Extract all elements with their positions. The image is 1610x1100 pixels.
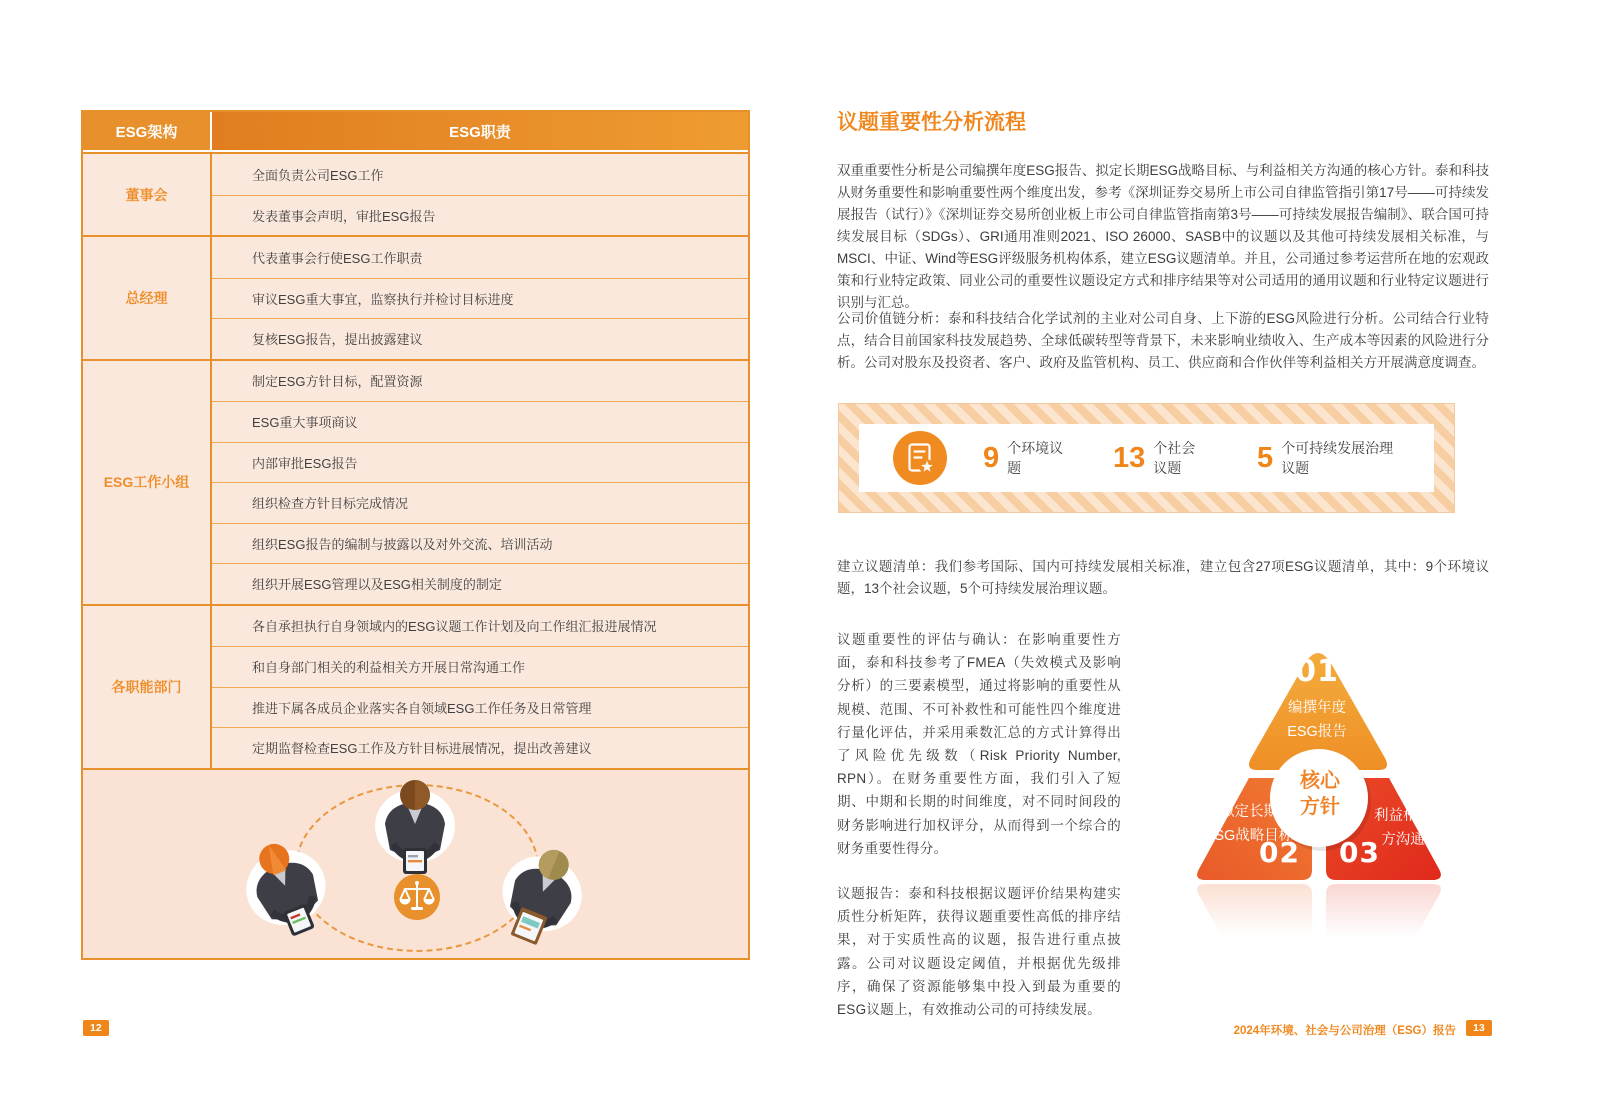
reflection-fade [1152, 884, 1482, 950]
stat-label: 个环境议题 [1007, 440, 1064, 476]
label-line: 方沟通 [1381, 832, 1425, 848]
table-header-duties: ESG职责 [212, 112, 748, 150]
stat-value: 9 [983, 441, 1000, 474]
core-policy-label [1270, 768, 1370, 820]
triangle-step1-number: 01 [1295, 654, 1339, 689]
table-row: 制定ESG方针目标，配置资源 [212, 361, 748, 402]
page-number-left: 12 [83, 1020, 109, 1036]
group-label: ESG工作小组 [83, 361, 212, 604]
paragraph-topic-list: 建立议题清单：我们参考国际、国内可持续发展相关标准，建立包含27项ESG议题清单，其中：9个环境议题，13个社会议题，5个可持续发展治理议题。 [837, 559, 1489, 596]
core-line: 核心 [1300, 770, 1340, 792]
stat-label: 个可持续发展治理议题 [1281, 440, 1394, 476]
stat-social [1113, 438, 1209, 478]
page-number-right: 13 [1466, 1020, 1492, 1036]
topic-stats-panel [859, 424, 1434, 492]
table-group-gm [83, 235, 748, 359]
paragraph-value-chain: 公司价值链分析：泰和科技结合化学试剂的主业对公司自身、上下游的ESG风险进行分析。公司结合行业特点，结合目前国家科技发展趋势、全球低碳转型等背景下，未来影响业绩收入、生产成本等因素的风险进行分析。公司对股东及投资者、客户、政府及监管机构、员工、供应商和合作伙伴等利益相关方开展满意度调查。 [837, 311, 1489, 370]
topic-stats-banner [838, 403, 1455, 513]
table-row: 组织ESG报告的编制与披露以及对外交流、培训活动 [212, 523, 748, 564]
table-row: 内部审批ESG报告 [212, 442, 748, 483]
table-row: 和自身部门相关的利益相关方开展日常沟通工作 [212, 646, 748, 687]
right-text-column [837, 628, 1121, 1021]
label-line: 利益相关 [1374, 808, 1432, 824]
stat-value: 5 [1257, 441, 1274, 474]
table-group-departments [83, 604, 748, 768]
stat-governance [1257, 438, 1400, 478]
core-line: 方针 [1300, 796, 1340, 818]
person-top-view-icon [360, 768, 470, 876]
table-header-row [83, 112, 748, 152]
table-group-board [83, 152, 748, 235]
label-line: ESG报告 [1287, 724, 1347, 740]
group-label: 各职能部门 [83, 606, 212, 768]
table-row: 推进下属各成员企业落实各自领域ESG工作任务及日常管理 [212, 687, 748, 728]
table-row: 各自承担执行自身领域内的ESG议题工作计划及向工作组汇报进展情况 [212, 606, 748, 647]
table-row: 复核ESG报告，提出披露建议 [212, 318, 748, 359]
paragraph-double-materiality: 双重重要性分析是公司编撰年度ESG报告、拟定长期ESG战略目标、与利益相关方沟通的核心方针。泰和科技从财务重要性和影响重要性两个维度出发，参考《深圳证券交易所上市公司自律监管指引第17号——可持续发展报告（试行）》《深圳证券交易所创业板上市公司自律监管指南第3号——可持续发展报告编制》、联合国可持续发展目标（SDGs）、GRI通用准则2021、ISO 26000、SASB中的议题以及其他可持续发展相关标准，与MSCI、中证、Wind等ESG评级服务机构体系，建立ESG议题清单。并且，公司通过参考运营所在地的宏观政策和行业特定政策、同业公司的重要性议题设定方式和排序结果等对公司适用的通用议题和行业特定议题进行识别与汇总。 [837, 163, 1489, 310]
triangle-step3-number: 03 [1339, 836, 1380, 869]
label-line: 编撰年度 [1288, 700, 1346, 716]
stat-label: 个社会议题 [1153, 440, 1196, 476]
table-row: 审议ESG重大事宜，监察执行并检讨目标进度 [212, 278, 748, 319]
label-line: 拟定长期 [1220, 804, 1278, 820]
report-footer-title: 2024年环境、社会与公司治理（ESG）报告 [1233, 1025, 1456, 1037]
table-row: 全面负责公司ESG工作 [212, 154, 748, 195]
paragraph-assessment: 议题重要性的评估与确认：在影响重要性方面，泰和科技参考了FMEA（失效模式及影响分析）的三要素模型，通过将影响的重要性从规模、范围、不可补救性和可能性四个维度进行量化评估，并采用乘数汇总的方式计算得出了风险优先级数（Risk Priority Number, RPN）。在财务重要性方面，我们引入了短期、中期和长期的时间维度，对不同时间段的财务影响进行加权评分，从而得到一个综合的财务重要性得分。 [837, 632, 1121, 856]
section-title: 议题重要性分析流程 [837, 111, 1026, 134]
triangle-step2-number: 02 [1259, 836, 1300, 869]
table-row: ESG重大事项商议 [212, 401, 748, 442]
core-policy-triangle-diagram [1152, 612, 1482, 957]
table-row: 发表董事会声明，审批ESG报告 [212, 195, 748, 236]
label-line: ESG战略目标 [1204, 828, 1294, 844]
document-star-icon [893, 431, 947, 485]
table-row: 组织检查方针目标完成情况 [212, 482, 748, 523]
stat-environment [983, 438, 1065, 478]
paragraph-reporting: 议题报告：泰和科技根据议题评价结果构建实质性分析矩阵，获得议题重要性高低的排序结果，对于实质性高的议题，报告进行重点披露。公司对议题设定阈值，并根据优先级排序，确保了资源能够集中投入到最为重要的ESG议题上，有效推动公司的可持续发展。 [837, 886, 1121, 1018]
stat-value: 13 [1113, 441, 1146, 474]
group-label: 总经理 [83, 237, 212, 359]
table-group-esg-workgroup [83, 359, 748, 604]
esg-structure-table [81, 110, 750, 960]
table-row: 定期监督检查ESG工作及方针目标进展情况，提出改善建议 [212, 727, 748, 768]
table-row: 代表董事会行使ESG工作职责 [212, 237, 748, 278]
triangle-step1-label [1152, 696, 1482, 744]
scales-icon [394, 874, 440, 920]
collaboration-illustration [83, 768, 748, 958]
table-header-structure: ESG架构 [83, 112, 212, 150]
table-row: 组织开展ESG管理以及ESG相关制度的制定 [212, 563, 748, 604]
group-label: 董事会 [83, 154, 212, 235]
